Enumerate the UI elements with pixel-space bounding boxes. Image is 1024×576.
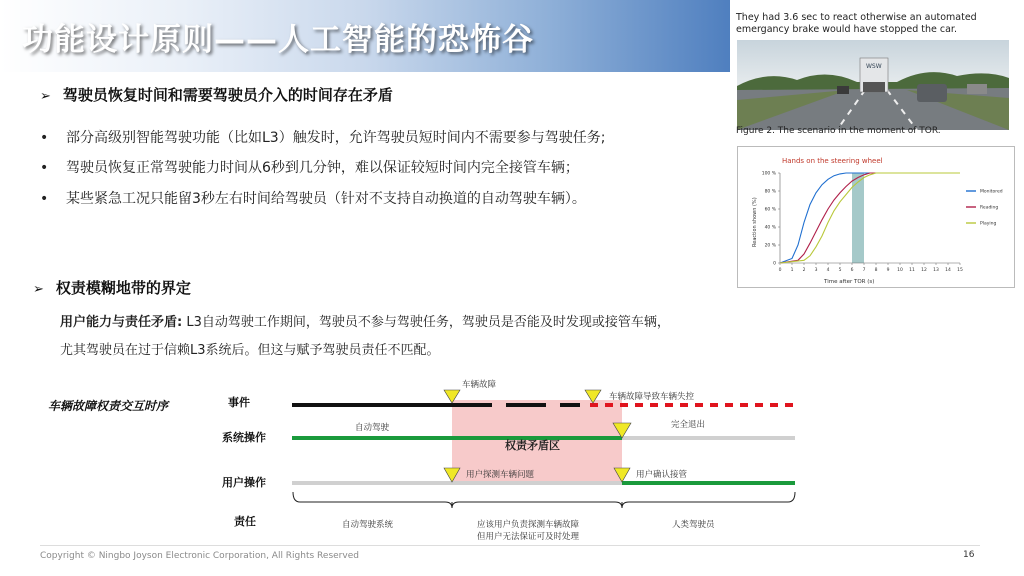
para-text: L3自动驾驶工作期间，驾驶员不参与驾驶任务，驾驶员是否能及时发现或接管车辆， <box>182 315 670 330</box>
bullet-text: 驾驶员恢复正常驾驶能力时间从6秒到几分钟，难以保证较短时间内完全接管车辆； <box>66 160 579 176</box>
chart-x-tick-label: 15 <box>957 268 963 273</box>
chart-xlabel: Time after TOR (s) <box>824 279 875 285</box>
responsibility-brace <box>293 492 795 508</box>
marker-label-fault: 车辆故障 <box>462 380 497 390</box>
chart-x-tick-label: 6 <box>850 268 854 273</box>
reaction-chart <box>737 146 1015 288</box>
section2-paragraph-line2: 尤其驾驶员在过于信赖L3系统后。但这与赋予驾驶员责任不匹配。 <box>60 343 440 358</box>
truck-label: WSW <box>866 63 882 70</box>
arrow-bullet-icon: ➢ <box>33 282 44 297</box>
row-label-user: 用户操作 <box>222 476 266 489</box>
marker-label-confirm: 用户确认接管 <box>636 470 688 480</box>
chart-x-tick-label: 13 <box>933 268 939 273</box>
section2-heading <box>33 277 191 298</box>
chart-legend-label-monitored: Monitored <box>980 189 1003 195</box>
system-auto-label: 自动驾驶 <box>355 423 390 433</box>
page-title: 功能设计原则——人工智能的恐怖谷 <box>22 22 534 58</box>
para-bold-label: 用户能力与责任矛盾: <box>60 315 183 330</box>
bullet-item-1 <box>40 127 605 147</box>
bullet-item-3 <box>40 188 586 208</box>
responsibility-timeline <box>0 370 1024 550</box>
section1-heading <box>40 84 393 105</box>
chart-y-tick-label: 100 % <box>761 171 776 177</box>
chart-x-tick-label: 5 <box>838 268 842 273</box>
bullet-dot-icon: • <box>40 191 49 207</box>
tor-scenario-figure <box>734 10 1014 144</box>
reaction-chart-svg <box>738 147 1014 287</box>
chart-legend-label-reading: Reading <box>980 205 999 211</box>
chart-y-tick-label: 80 % <box>764 189 776 195</box>
highway-scene-image <box>737 40 1009 130</box>
chart-title: Hands on the steering wheel <box>782 157 883 165</box>
photo-caption: They had 3.6 sec to react otherwise an automated emergancy brake would have stopped the car. <box>736 12 977 35</box>
bullet-text: 某些紧急工况只能留3秒左右时间给驾驶员（针对不支持自动换道的自动驾驶车辆）。 <box>66 191 586 207</box>
chart-x-tick-label: 8 <box>874 268 878 273</box>
resp-label-system: 自动驾驶系统 <box>342 520 394 530</box>
arrow-bullet-icon: ➢ <box>40 89 51 104</box>
chart-x-tick-label: 2 <box>802 268 806 273</box>
chart-y-tick-label: 20 % <box>764 243 776 249</box>
timeline-title: 车辆故障权责交互时序 <box>48 399 169 413</box>
chart-x-tick-label: 1 <box>790 268 794 273</box>
resp-label-human: 人类驾驶员 <box>672 520 715 530</box>
bullet-dot-icon: • <box>40 130 49 146</box>
section1-heading-text: 驾驶员恢复时间和需要驾驶员介入的时间存在矛盾 <box>62 86 393 104</box>
conflict-zone-label: 权责矛盾区 <box>505 439 560 452</box>
bullet-dot-icon: • <box>40 160 49 176</box>
resp-label-user-line1: 应该用户负责探测车辆故障 <box>477 520 580 530</box>
marker-label-detect: 用户探测车辆问题 <box>466 470 535 480</box>
row-label-system: 系统操作 <box>222 431 266 444</box>
chart-x-tick-label: 9 <box>886 268 890 273</box>
chart-y-tick-label: 60 % <box>764 207 776 213</box>
page-number: 16 <box>963 550 975 560</box>
chart-x-tick-label: 14 <box>945 268 951 273</box>
footer-divider <box>40 545 980 546</box>
copyright-footer: Copyright © Ningbo Joyson Electronic Corporation, All Rights Reserved <box>40 551 359 561</box>
chart-x-tick-label: 0 <box>778 268 782 273</box>
row-label-resp: 责任 <box>234 515 256 528</box>
resp-label-user-line2: 但用户无法保证可及时处理 <box>477 532 580 542</box>
bullet-item-2 <box>40 157 579 177</box>
chart-x-tick-label: 7 <box>862 268 866 273</box>
chart-x-tick-label: 11 <box>909 268 915 273</box>
system-exit-label: 完全退出 <box>671 420 706 430</box>
chart-series-line-reading <box>780 173 960 263</box>
chart-y-tick-label: 40 % <box>764 225 776 231</box>
bullet-text: 部分高级别智能驾驶功能（比如L3）触发时，允许驾驶员短时间内不需要参与驾驶任务; <box>66 130 606 146</box>
chart-x-tick-label: 10 <box>897 268 903 273</box>
section2-heading-text: 权责模糊地带的界定 <box>55 279 191 297</box>
chart-x-tick-label: 12 <box>921 268 927 273</box>
chart-ylabel: Reaction shown (%) <box>752 197 758 247</box>
row-label-event: 事件 <box>228 396 250 409</box>
marker-label-loss: 车辆故障导致车辆失控 <box>609 392 695 402</box>
chart-y-tick-label: 0 <box>773 261 776 267</box>
section2-paragraph-line1 <box>60 311 670 330</box>
figure-caption: Figure 2. The scenario in the moment of TOR. <box>736 126 941 136</box>
highway-photo <box>737 40 1009 130</box>
chart-x-tick-label: 3 <box>814 268 818 273</box>
chart-x-tick-label: 4 <box>826 268 830 273</box>
chart-legend-label-playing: Playing <box>980 221 997 227</box>
